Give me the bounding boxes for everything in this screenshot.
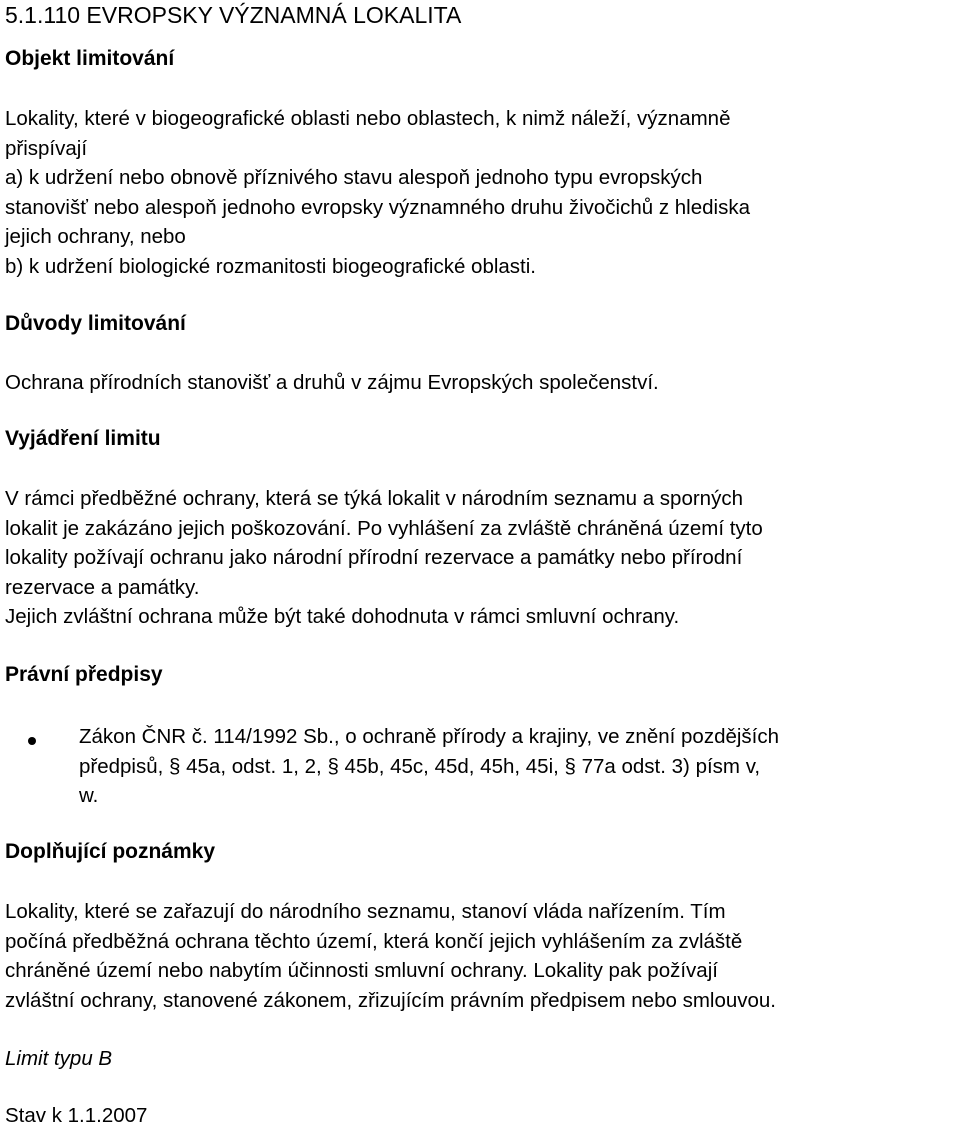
text-line: jejich ochrany, nebo [5,225,186,248]
text-line: Jejich zvláštní ochrana může být také dohodnuta v rámci smluvní ochrany. [5,605,680,628]
text-line: b) k udržení biologické rozmanitosti biogeografické oblasti. [5,254,536,278]
text-line: a) k udržení nebo obnově příznivého stavu alespoň jednoho typu evropských [5,166,703,189]
document-title: 5.1.110 EVROPSKY VÝZNAMNÁ LOKALITA [5,2,462,28]
text-line: stanovišť nebo alespoň jednoho evropsky významného druhu živočichů z hlediska [5,195,750,219]
heading-object: Objekt limitování [5,47,175,70]
text-line: předpisů, § 45a, odst. 1, 2, § 45b, 45c, 45d, 45h, 45i, § 77a odst. 3) písm v, [79,754,761,778]
text-line: počíná předběžná ochrana těchto území, která končí jejich vyhlášením za zvláště [5,929,743,953]
text-line: lokality požívají ochranu jako národní přírodní rezervace a památky nebo přírodní [5,546,743,569]
text-line: rezervace a památky. [5,575,200,599]
text-line: Lokality, které v biogeografické oblasti nebo oblastech, k nimž náleží, významně [5,107,731,130]
text-line: chráněné území nebo nabytím účinnosti smluvní ochrany. Lokality pak požívají [5,959,718,982]
paragraph-notes [5,897,776,1015]
text-line: w. [79,784,99,807]
paragraph-object [5,104,750,281]
legal-list-item [79,722,779,811]
text-line: Zákon ČNR č. 114/1992 Sb., o ochraně přírody a krajiny, ve znění pozdějších [79,725,780,748]
text-line: lokalit je zakázáno jejich poškozování. Po vyhlášení za zvláště chráněná území tyto [5,516,763,540]
paragraph-expression [5,484,763,632]
text-line: Lokality, které se zařazují do národního seznamu, stanoví vláda nařízením. Tím [5,900,726,923]
heading-reasons: Důvody limitování [5,312,186,335]
heading-legal: Právní předpisy [5,663,163,686]
heading-expression: Vyjádření limitu [5,427,161,450]
bullet-icon [28,737,36,745]
heading-notes: Doplňující poznámky [5,840,216,863]
paragraph-reasons [5,368,659,398]
text-line: zvláštní ochrany, stanovené zákonem, zřizujícím právním předpisem nebo smlouvou. [5,988,777,1012]
text-line: přispívají [5,136,88,160]
limit-type-note: Limit typu B [5,1047,113,1070]
text-line: V rámci předběžné ochrany, která se týká lokalit v národním seznamu a sporných [5,487,743,510]
text-line: Ochrana přírodních stanovišť a druhů v zájmu Evropských společenství. [5,371,659,394]
status-date: Stav k 1.1.2007 [5,1104,148,1127]
